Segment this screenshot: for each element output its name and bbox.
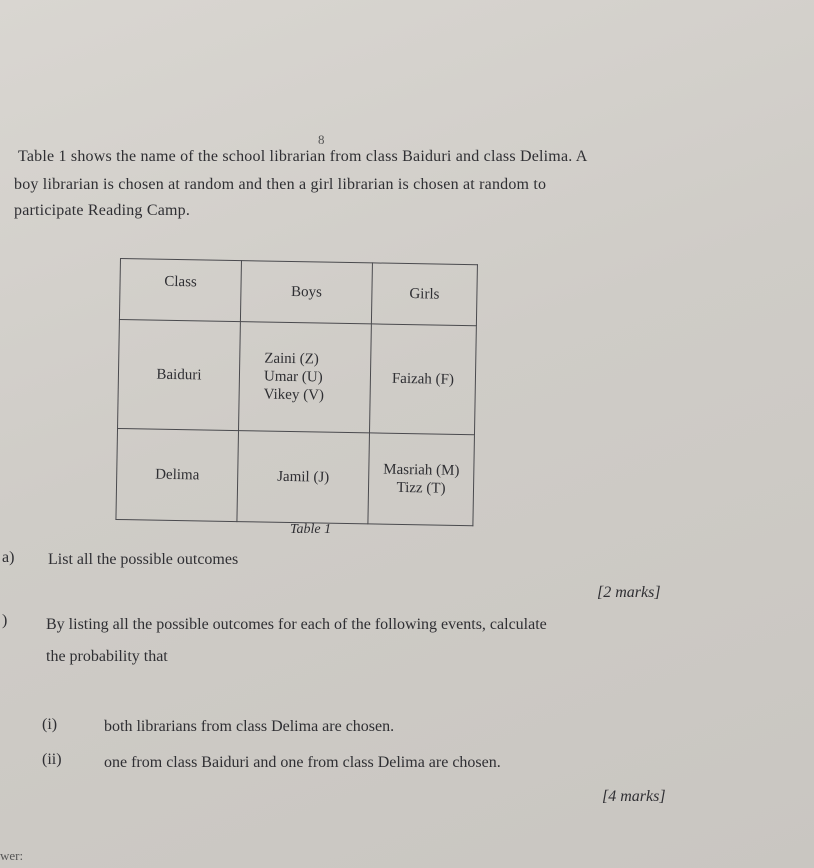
girl-name: Tizz (T) bbox=[396, 479, 446, 497]
intro-line-1: Table 1 shows the name of the school librarian from class Baiduri and class Delima. A bbox=[18, 148, 588, 165]
cell-class: Baiduri bbox=[118, 319, 241, 430]
part-ii-label: (ii) bbox=[42, 751, 62, 768]
librarian-table bbox=[115, 258, 478, 526]
girl-name: Masriah (M) bbox=[383, 461, 460, 479]
part-i-label: (i) bbox=[42, 716, 58, 733]
girl-name: Faizah (F) bbox=[391, 370, 455, 388]
table-row bbox=[118, 319, 477, 434]
question-b-text-line-1: By listing all the possible outcomes for each of the following events, calculate bbox=[46, 616, 547, 633]
question-b-label: ) bbox=[2, 612, 8, 629]
intro-line-3: participate Reading Camp. bbox=[14, 202, 191, 219]
header-girls: Girls bbox=[371, 263, 477, 326]
page-number: 8 bbox=[318, 132, 325, 147]
part-ii-text: one from class Baiduri and one from class Delima are chosen. bbox=[104, 754, 501, 771]
boy-name: Umar (U) bbox=[263, 368, 323, 386]
boy-name: Zaini (Z) bbox=[264, 350, 319, 368]
question-b-text-line-2: the probability that bbox=[46, 648, 168, 665]
cell-class: Delima bbox=[116, 428, 239, 521]
part-i-text: both librarians from class Delima are chosen. bbox=[104, 718, 395, 735]
answer-label: wer: bbox=[0, 848, 24, 863]
intro-line-2: boy librarian is chosen at random and then a girl librarian is chosen at random to bbox=[14, 176, 547, 193]
header-boys: Boys bbox=[240, 261, 372, 324]
boy-name: Vikey (V) bbox=[263, 386, 325, 404]
question-a-marks: [2 marks] bbox=[597, 584, 661, 601]
question-b-marks: [4 marks] bbox=[602, 788, 666, 805]
boy-name: Jamil (J) bbox=[277, 468, 330, 486]
boys-list bbox=[246, 467, 360, 487]
boys-list bbox=[247, 349, 362, 405]
question-a-label: a) bbox=[2, 549, 15, 566]
header-class: Class bbox=[164, 273, 197, 290]
girls-list bbox=[379, 370, 467, 390]
question-a-text: List all the possible outcomes bbox=[48, 551, 239, 568]
table-caption: Table 1 bbox=[290, 522, 332, 537]
table-header-row bbox=[119, 259, 477, 326]
girls-list bbox=[377, 461, 466, 499]
table-row bbox=[116, 428, 475, 525]
